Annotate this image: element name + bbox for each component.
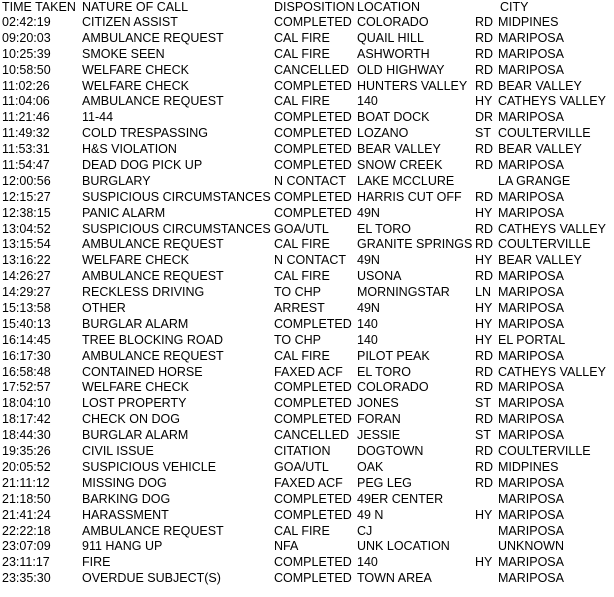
cell-street-suffix: HY — [475, 301, 493, 316]
cell-time: 23:35:30 — [2, 571, 51, 586]
table-row — [2, 142, 612, 158]
table-header — [2, 0, 612, 15]
cell-nature: SUSPICIOUS CIRCUMSTANCES — [82, 221, 271, 236]
cell-city: MARIPOSA — [498, 301, 564, 316]
cell-nature: BURGLAR ALARM — [82, 316, 189, 331]
cell-location: 49 N — [357, 507, 384, 522]
cell-location: JONES — [357, 396, 399, 411]
cell-nature: AMBULANCE REQUEST — [82, 237, 224, 252]
cell-location: 140 — [357, 332, 378, 347]
cell-street-suffix: RD — [475, 237, 494, 252]
cell-street-suffix: HY — [475, 205, 493, 220]
cell-location: 49N — [357, 253, 380, 268]
cell-disposition: COMPLETED — [274, 507, 352, 522]
table-row — [2, 31, 612, 47]
cell-nature: BURGLARY — [82, 173, 151, 188]
cell-location: 140 — [357, 94, 378, 109]
cell-nature: CHECK ON DOG — [82, 412, 180, 427]
cell-city: MARIPOSA — [498, 285, 564, 300]
cell-nature: PANIC ALARM — [82, 205, 166, 220]
table-row — [2, 349, 612, 365]
table-row — [2, 174, 612, 190]
cell-time: 21:41:24 — [2, 507, 51, 522]
cell-location: FORAN — [357, 412, 401, 427]
table-row — [2, 317, 612, 333]
cell-city: MARIPOSA — [498, 491, 564, 506]
cell-location: BEAR VALLEY — [357, 142, 441, 157]
cell-time: 14:26:27 — [2, 269, 51, 284]
call-log-table — [2, 0, 612, 587]
cell-street-suffix: RD — [475, 142, 494, 157]
cell-time: 11:53:31 — [2, 142, 50, 157]
cell-time: 16:17:30 — [2, 348, 51, 363]
cell-location: OLD HIGHWAY — [357, 62, 445, 77]
cell-nature: 911 HANG UP — [82, 539, 163, 554]
table-row — [2, 524, 612, 540]
table-row — [2, 380, 612, 396]
cell-street-suffix: RD — [475, 46, 494, 61]
cell-nature: LOST PROPERTY — [82, 396, 187, 411]
cell-street-suffix: HY — [475, 507, 493, 522]
cell-street-suffix: RD — [475, 459, 494, 474]
cell-street-suffix: RD — [475, 348, 494, 363]
header-time-taken: TIME TAKEN — [2, 0, 76, 14]
cell-city: BEAR VALLEY — [498, 253, 582, 268]
cell-time: 13:15:54 — [2, 237, 51, 252]
cell-city: CATHEYS VALLEY — [498, 94, 606, 109]
cell-location: PILOT PEAK — [357, 348, 430, 363]
table-row — [2, 63, 612, 79]
cell-disposition: N CONTACT — [274, 173, 346, 188]
cell-time: 10:25:39 — [2, 46, 51, 61]
table-row — [2, 428, 612, 444]
cell-street-suffix: RD — [475, 221, 494, 236]
cell-disposition: CANCELLED — [274, 62, 350, 77]
cell-nature: BARKING DOG — [82, 491, 171, 506]
cell-city: BEAR VALLEY — [498, 142, 582, 157]
cell-location: OAK — [357, 459, 384, 474]
cell-nature: WELFARE CHECK — [82, 253, 189, 268]
cell-location: 49N — [357, 301, 380, 316]
cell-disposition: FAXED ACF — [274, 364, 343, 379]
cell-location: HARRIS CUT OFF — [357, 189, 462, 204]
cell-time: 12:38:15 — [2, 205, 51, 220]
table-row — [2, 412, 612, 428]
cell-nature: OVERDUE SUBJECT(S) — [82, 571, 221, 586]
table-row — [2, 460, 612, 476]
cell-nature: FIRE — [82, 555, 111, 570]
cell-city: MARIPOSA — [498, 46, 564, 61]
cell-nature: WELFARE CHECK — [82, 380, 189, 395]
cell-disposition: ARREST — [274, 301, 325, 316]
cell-location: ASHWORTH — [357, 46, 430, 61]
cell-location: PEG LEG — [357, 475, 412, 490]
cell-time: 23:07:09 — [2, 539, 51, 554]
cell-disposition: COMPLETED — [274, 78, 352, 93]
cell-disposition: GOA/UTL — [274, 221, 329, 236]
table-row — [2, 365, 612, 381]
cell-street-suffix: RD — [475, 189, 494, 204]
cell-nature: HARASSMENT — [82, 507, 169, 522]
cell-location: LAKE MCCLURE — [357, 173, 455, 188]
cell-nature: RECKLESS DRIVING — [82, 285, 205, 300]
cell-time: 12:00:56 — [2, 173, 51, 188]
cell-location: SNOW CREEK — [357, 158, 443, 173]
cell-time: 13:04:52 — [2, 221, 51, 236]
cell-street-suffix: DR — [475, 110, 494, 125]
cell-disposition: CITATION — [274, 444, 331, 459]
table-row — [2, 110, 612, 126]
cell-time: 15:40:13 — [2, 316, 51, 331]
cell-location: 49N — [357, 205, 380, 220]
cell-city: CATHEYS VALLEY — [498, 221, 606, 236]
cell-city: MARIPOSA — [498, 523, 564, 538]
cell-city: BEAR VALLEY — [498, 78, 582, 93]
cell-disposition: N CONTACT — [274, 253, 346, 268]
cell-location: 140 — [357, 316, 378, 331]
table-row — [2, 190, 612, 206]
cell-disposition: COMPLETED — [274, 316, 352, 331]
cell-location: MORNINGSTAR — [357, 285, 450, 300]
cell-nature: SUSPICIOUS VEHICLE — [82, 459, 217, 474]
cell-city: COULTERVILLE — [498, 444, 591, 459]
cell-city: EL PORTAL — [498, 332, 566, 347]
table-row — [2, 492, 612, 508]
cell-time: 11:21:46 — [2, 110, 50, 125]
table-row — [2, 79, 612, 95]
cell-location: COLORADO — [357, 15, 429, 29]
cell-disposition: CAL FIRE — [274, 348, 330, 363]
cell-time: 16:14:45 — [2, 332, 51, 347]
cell-location: JESSIE — [357, 428, 401, 443]
table-row — [2, 285, 612, 301]
cell-time: 09:20:03 — [2, 30, 51, 45]
cell-street-suffix: HY — [475, 555, 493, 570]
cell-disposition: COMPLETED — [274, 412, 352, 427]
cell-time: 11:04:06 — [2, 94, 50, 109]
cell-nature: BURGLAR ALARM — [82, 428, 189, 443]
cell-city: MARIPOSA — [498, 189, 564, 204]
cell-time: 21:18:50 — [2, 491, 51, 506]
cell-nature: H&S VIOLATION — [82, 142, 177, 157]
cell-street-suffix: ST — [475, 396, 491, 411]
cell-time: 14:29:27 — [2, 285, 51, 300]
cell-time: 15:13:58 — [2, 301, 51, 316]
cell-time: 22:22:18 — [2, 523, 51, 538]
cell-city: MIDPINES — [498, 15, 559, 29]
cell-city: UNKNOWN — [498, 539, 564, 554]
cell-location: EL TORO — [357, 221, 411, 236]
cell-disposition: COMPLETED — [274, 158, 352, 173]
cell-nature: SUSPICIOUS CIRCUMSTANCES — [82, 189, 271, 204]
table-row — [2, 253, 612, 269]
cell-time: 18:04:10 — [2, 396, 51, 411]
cell-nature: WELFARE CHECK — [82, 62, 189, 77]
cell-city: COULTERVILLE — [498, 237, 591, 252]
cell-time: 12:15:27 — [2, 189, 51, 204]
cell-city: MARIPOSA — [498, 396, 564, 411]
cell-city: MARIPOSA — [498, 158, 564, 173]
cell-time: 18:17:42 — [2, 412, 51, 427]
cell-disposition: COMPLETED — [274, 15, 352, 29]
cell-location: DOGTOWN — [357, 444, 424, 459]
cell-disposition: FAXED ACF — [274, 475, 343, 490]
cell-street-suffix: ST — [475, 428, 491, 443]
table-row — [2, 539, 612, 555]
cell-location: 140 — [357, 555, 378, 570]
cell-location: GRANITE SPRINGS — [357, 237, 473, 252]
cell-nature: COLD TRESPASSING — [82, 126, 208, 141]
cell-street-suffix: RD — [475, 444, 494, 459]
cell-city: MARIPOSA — [498, 348, 564, 363]
cell-city: LA GRANGE — [498, 173, 571, 188]
table-row — [2, 301, 612, 317]
cell-city: CATHEYS VALLEY — [498, 364, 606, 379]
cell-disposition: COMPLETED — [274, 571, 352, 586]
cell-street-suffix: RD — [475, 158, 494, 173]
cell-street-suffix: RD — [475, 15, 494, 29]
cell-disposition: COMPLETED — [274, 380, 352, 395]
cell-street-suffix: HY — [475, 316, 493, 331]
cell-city: MARIPOSA — [498, 428, 564, 443]
cell-city: MARIPOSA — [498, 269, 564, 284]
table-row — [2, 476, 612, 492]
cell-city: MARIPOSA — [498, 316, 564, 331]
cell-time: 10:58:50 — [2, 62, 51, 77]
cell-street-suffix: RD — [475, 30, 494, 45]
table-row — [2, 222, 612, 238]
cell-city: MARIPOSA — [498, 507, 564, 522]
cell-street-suffix: RD — [475, 380, 494, 395]
cell-disposition: CAL FIRE — [274, 30, 330, 45]
cell-location: CJ — [357, 523, 373, 538]
cell-disposition: COMPLETED — [274, 555, 352, 570]
cell-nature: CONTAINED HORSE — [82, 364, 203, 379]
cell-street-suffix: ST — [475, 126, 491, 141]
table-row — [2, 237, 612, 253]
cell-disposition: CAL FIRE — [274, 237, 330, 252]
cell-time: 23:11:17 — [2, 555, 50, 570]
cell-city: COULTERVILLE — [498, 126, 591, 141]
cell-disposition: CAL FIRE — [274, 94, 330, 109]
cell-nature: 11-44 — [82, 110, 114, 125]
table-row — [2, 269, 612, 285]
header-city: CITY — [500, 0, 529, 14]
cell-location: EL TORO — [357, 364, 411, 379]
cell-nature: AMBULANCE REQUEST — [82, 269, 224, 284]
cell-time: 21:11:12 — [2, 475, 50, 490]
cell-time: 11:02:26 — [2, 78, 50, 93]
cell-time: 19:35:26 — [2, 444, 51, 459]
cell-location: UNK LOCATION — [357, 539, 450, 554]
cell-street-suffix: LN — [475, 285, 491, 300]
cell-location: QUAIL HILL — [357, 30, 424, 45]
cell-location: LOZANO — [357, 126, 409, 141]
cell-location: COLORADO — [357, 380, 429, 395]
cell-disposition: TO CHP — [274, 285, 321, 300]
cell-city: MARIPOSA — [498, 412, 564, 427]
table-row — [2, 555, 612, 571]
cell-location: USONA — [357, 269, 402, 284]
cell-nature: AMBULANCE REQUEST — [82, 523, 224, 538]
cell-disposition: NFA — [274, 539, 299, 554]
cell-disposition: GOA/UTL — [274, 459, 329, 474]
cell-time: 11:54:47 — [2, 158, 50, 173]
table-row — [2, 126, 612, 142]
cell-city: MARIPOSA — [498, 110, 564, 125]
table-row — [2, 158, 612, 174]
cell-nature: SMOKE SEEN — [82, 46, 165, 61]
cell-time: 17:52:57 — [2, 380, 51, 395]
cell-time: 02:42:19 — [2, 15, 51, 29]
cell-disposition: CAL FIRE — [274, 46, 330, 61]
cell-location: HUNTERS VALLEY — [357, 78, 468, 93]
cell-nature: AMBULANCE REQUEST — [82, 30, 224, 45]
cell-nature: DEAD DOG PICK UP — [82, 158, 203, 173]
table-row — [2, 206, 612, 222]
cell-city: MARIPOSA — [498, 30, 564, 45]
cell-city: MARIPOSA — [498, 571, 564, 586]
cell-nature: AMBULANCE REQUEST — [82, 94, 224, 109]
cell-time: 11:49:32 — [2, 126, 50, 141]
cell-city: MARIPOSA — [498, 555, 564, 570]
cell-street-suffix: RD — [475, 364, 494, 379]
cell-nature: CIVIL ISSUE — [82, 444, 154, 459]
cell-street-suffix: RD — [475, 269, 494, 284]
cell-time: 18:44:30 — [2, 428, 51, 443]
cell-city: MARIPOSA — [498, 205, 564, 220]
cell-city: MARIPOSA — [498, 380, 564, 395]
cell-nature: OTHER — [82, 301, 126, 316]
cell-street-suffix: HY — [475, 253, 493, 268]
cell-disposition: TO CHP — [274, 332, 321, 347]
cell-disposition: CAL FIRE — [274, 523, 330, 538]
cell-street-suffix: RD — [475, 78, 494, 93]
cell-city: MARIPOSA — [498, 475, 564, 490]
cell-disposition: CAL FIRE — [274, 269, 330, 284]
cell-disposition: COMPLETED — [274, 126, 352, 141]
cell-city: MARIPOSA — [498, 62, 564, 77]
header-nature-of-call: NATURE OF CALL — [82, 0, 189, 14]
table-row — [2, 396, 612, 412]
cell-street-suffix: RD — [475, 475, 494, 490]
cell-location: BOAT DOCK — [357, 110, 430, 125]
cell-nature: MISSING DOG — [82, 475, 167, 490]
cell-disposition: COMPLETED — [274, 189, 352, 204]
table-row — [2, 47, 612, 63]
table-body — [2, 15, 612, 587]
cell-time: 16:58:48 — [2, 364, 51, 379]
table-row — [2, 571, 612, 587]
table-row — [2, 15, 612, 31]
cell-nature: CITIZEN ASSIST — [82, 15, 178, 29]
table-row — [2, 333, 612, 349]
cell-nature: WELFARE CHECK — [82, 78, 189, 93]
cell-disposition: COMPLETED — [274, 142, 352, 157]
cell-street-suffix: RD — [475, 412, 494, 427]
table-row — [2, 444, 612, 460]
cell-street-suffix: HY — [475, 94, 493, 109]
table-row — [2, 94, 612, 110]
cell-disposition: COMPLETED — [274, 205, 352, 220]
cell-street-suffix: HY — [475, 332, 493, 347]
cell-location: 49ER CENTER — [357, 491, 444, 506]
header-location: LOCATION — [357, 0, 420, 14]
table-row — [2, 508, 612, 524]
cell-time: 20:05:52 — [2, 459, 51, 474]
cell-disposition: COMPLETED — [274, 396, 352, 411]
cell-nature: TREE BLOCKING ROAD — [82, 332, 223, 347]
cell-disposition: CANCELLED — [274, 428, 350, 443]
cell-time: 13:16:22 — [2, 253, 51, 268]
cell-city: MIDPINES — [498, 459, 559, 474]
cell-nature: AMBULANCE REQUEST — [82, 348, 224, 363]
header-disposition: DISPOSITION — [274, 0, 355, 14]
cell-disposition: COMPLETED — [274, 110, 352, 125]
cell-disposition: COMPLETED — [274, 491, 352, 506]
cell-location: TOWN AREA — [357, 571, 432, 586]
cell-street-suffix: RD — [475, 62, 494, 77]
